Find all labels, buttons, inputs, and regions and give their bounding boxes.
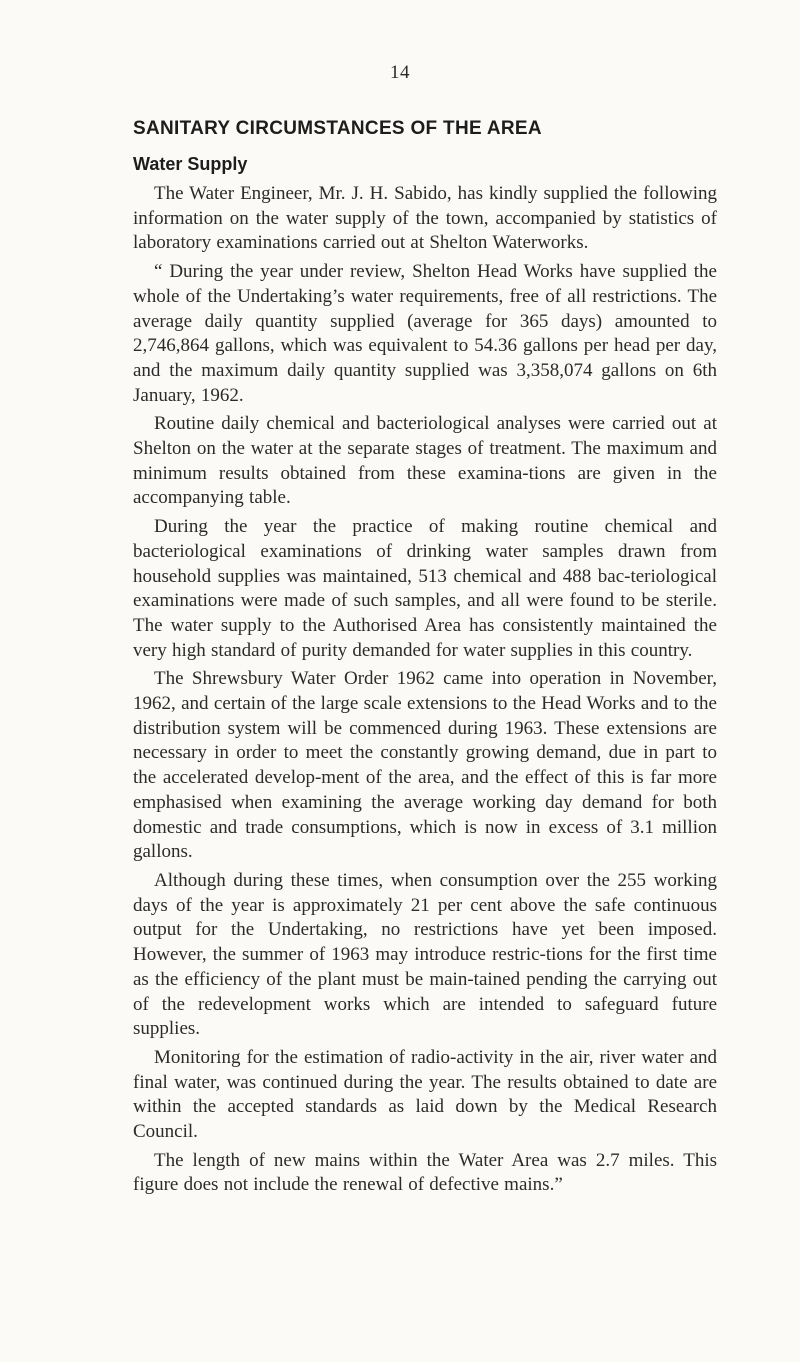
section-title: SANITARY CIRCUMSTANCES OF THE AREA xyxy=(133,118,542,139)
paragraph-radioactivity: Monitoring for the estimation of radio-activity in the air, river water and final water, was continued during the year. The results obtained to date are within the accepted standards as laid down by the Medical Research Council. xyxy=(133,1046,717,1143)
paragraph-consumption: Although during these times, when consumption over the 255 working days of the year is approximately 21 per cent above the safe continuous output for the Undertaking, no restrictions have yet been imposed. However, the summer of 1963 may introduce restric-tions for the first time as the efficiency of the plant must be main-tained pending the carrying out of the redevelopment works which are intended to safeguard future supplies. xyxy=(133,869,717,1040)
paragraph-routine-analyses: Routine daily chemical and bacteriological analyses were carried out at Shelton on the water at the separate stages of treatment. The maximum and minimum results obtained from these examina-tions are given in the accompanying table. xyxy=(133,413,717,509)
subsection-title: Water Supply xyxy=(133,154,248,174)
page-number: 14 xyxy=(390,62,410,83)
paragraph-engineer-info: The Water Engineer, Mr. J. H. Sabido, has kindly supplied the following information on the water supply of the town, accompanied by statistics of laboratory examinations carried out at Shelton Waterworks. xyxy=(133,183,717,254)
paragraph-household-examinations: During the year the practice of making routine chemical and bacteriological examinations of drinking water samples drawn from household supplies was maintained, 513 chemical and 488 bac-teriological examinations were made of such samples, and all were found to be sterile. The water supply to the Authorised Area has consistently maintained the very high standard of purity demanded for water supplies in this country. xyxy=(133,516,717,661)
paragraph-supply-quantities: “ During the year under review, Shelton Head Works have supplied the whole of the Undertaking’s water requirements, free of all restrictions. The average daily quantity supplied (average for 365 days) amounted to 2,746,864 gallons, which was equivalent to 54.36 gallons per head per day, and the maximum daily quantity supplied was 3,358,074 gallons on 6th January, 1962. xyxy=(133,261,717,406)
paragraph-new-mains: The length of new mains within the Water Area was 2.7 miles. This figure does not include the renewal of defective mains.” xyxy=(133,1149,717,1196)
paragraph-water-order: The Shrewsbury Water Order 1962 came into operation in November, 1962, and certain of the large scale extensions to the Head Works and to the distribution system will be commenced during 1963. These extensions are necessary in order to meet the constantly growing demand, due in part to the accelerated develop-ment of the area, and the effect of this is far more emphasised when examining the average working day demand for both domestic and trade consumptions, which is now in excess of 3.1 million gallons. xyxy=(133,668,717,863)
body-text xyxy=(133,182,717,1202)
